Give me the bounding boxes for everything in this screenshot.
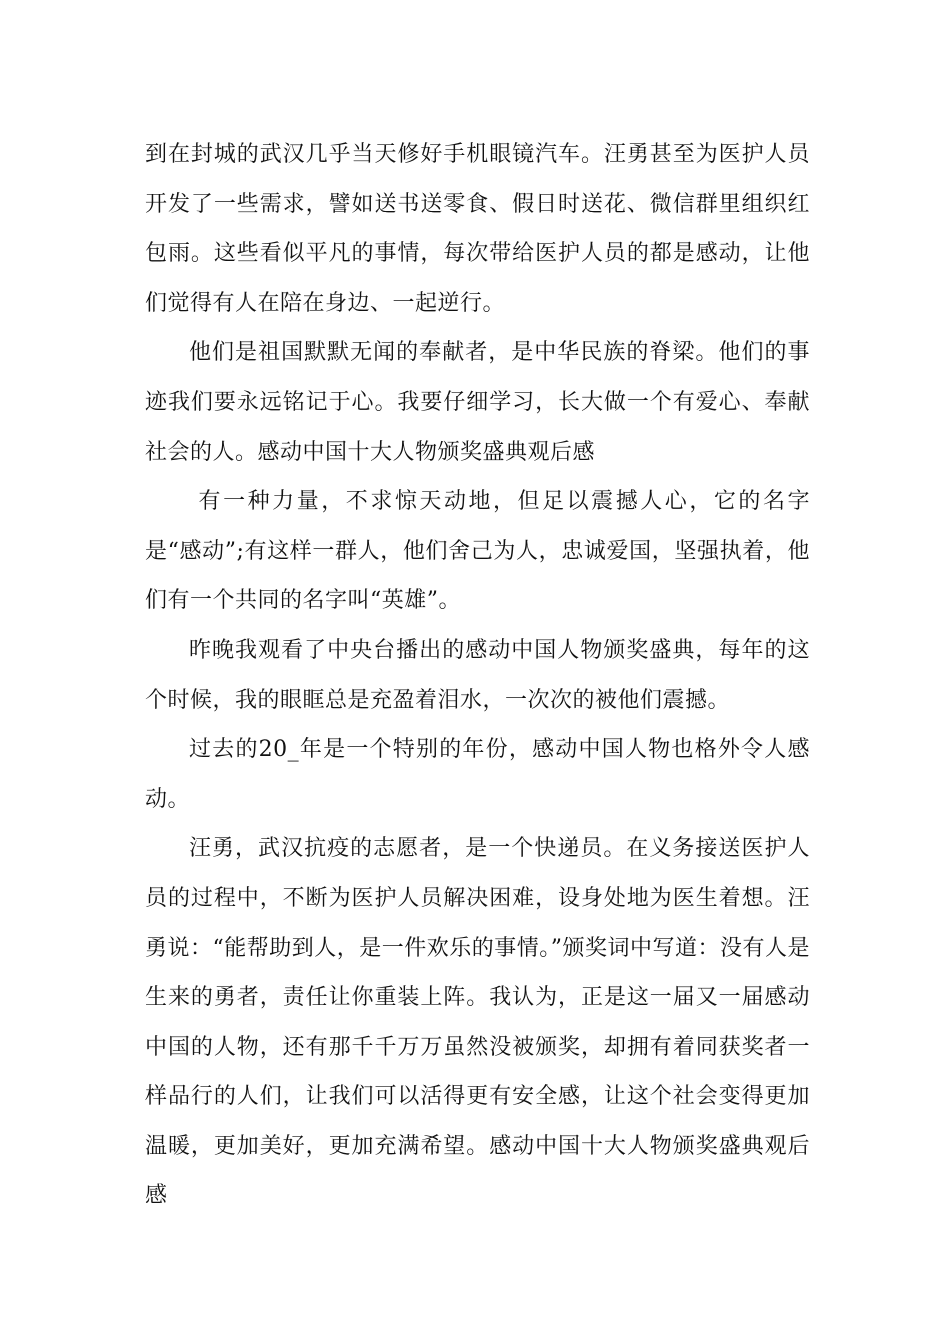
paragraph-continuation: 到在封城的武汉几乎当天修好手机眼镜汽车。汪勇甚至为医护人员开发了一些需求，譬如送书送零食、假日时送花、微信群里组织红包雨。这些看似平凡的事情，每次带给医护人员的都是感动，让他们觉得有人在陪在身边、一起逆行。 <box>145 142 810 316</box>
paragraph: 昨晚我观看了中央台播出的感动中国人物颁奖盛典，每年的这个时候，我的眼眶总是充盈着泪水，一次次的被他们震撼。 <box>145 637 810 713</box>
paragraph: 过去的20_年是一个特别的年份，感动中国人物也格外令人感动。 <box>145 737 810 812</box>
document-body <box>145 130 810 1221</box>
paragraph: 有一种力量，不求惊天动地，但足以震撼人心，它的名字是“感动”;有这样一群人，他们舍己为人，忠诚爱国，坚强执着，他们有一个共同的名字叫“英雄”。 <box>145 489 810 614</box>
paragraph: 汪勇，武汉抗疫的志愿者，是一个快递员。在义务接送医护人员的过程中，不断为医护人员解决困难，设身处地为医生着想。汪勇说：“能帮助到人，是一件欢乐的事情。”颁奖词中写道：没有人是生来的勇者，责任让你重装上阵。我认为，正是这一届又一届感动中国的人物，还有那千千万万虽然没被颁奖，却拥有着同获奖者一样品行的人们，让我们可以活得更有安全感，让这个社会变得更加温暖，更加美好，更加充满希望。感动中国十大人物颁奖盛典观后感 <box>145 836 810 1209</box>
paragraph: 他们是祖国默默无闻的奉献者，是中华民族的脊梁。他们的事迹我们要永远铭记于心。我要仔细学习，长大做一个有爱心、奉献社会的人。感动中国十大人物颁奖盛典观后感 <box>145 340 810 465</box>
